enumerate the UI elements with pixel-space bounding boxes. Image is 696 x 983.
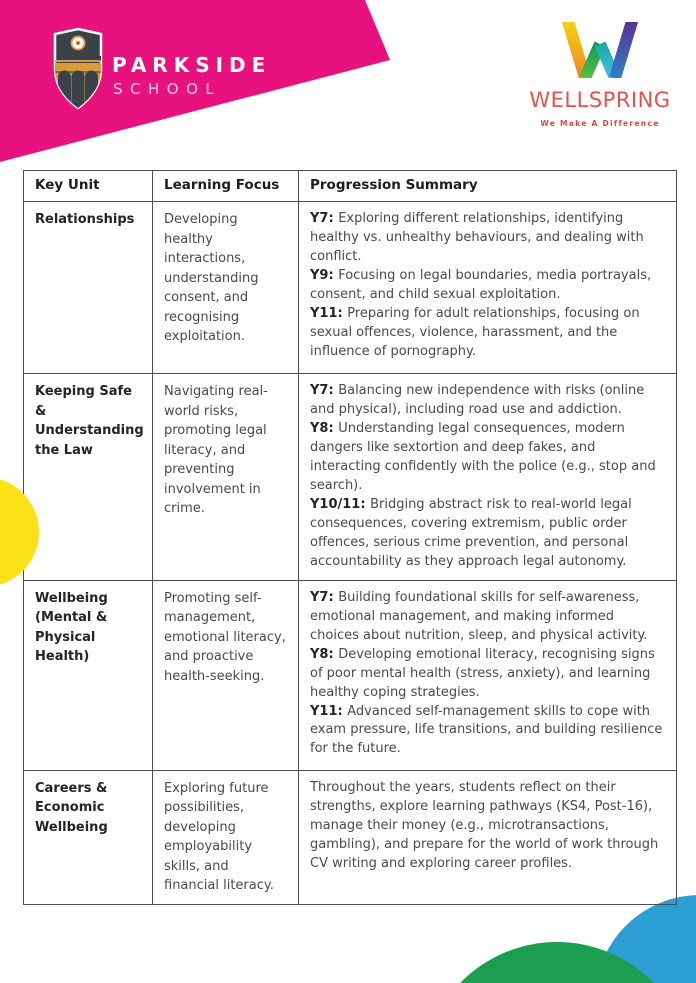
wellspring-w-icon	[558, 20, 642, 80]
progression-segment: Y7: Balancing new independence with risks (online and physical), including road use and addiction.	[310, 383, 645, 417]
school-name: PARKSIDE	[112, 53, 272, 77]
learning-focus-cell: Promoting self-management, emotional literacy, and proactive health-seeking.	[153, 580, 299, 770]
progression-segment: Y7: Building foundational skills for self-awareness, emotional management, and making informed choices about nutrition, sleep, and physical activity.	[310, 589, 648, 643]
column-header-0: Key Unit	[24, 171, 153, 202]
progression-segment: Y11: Advanced self-management skills to cope with exam pressure, life transitions, and building resilience for the future.	[310, 703, 663, 757]
key-unit-cell: Careers & Economic Wellbeing	[24, 770, 153, 904]
progression-segment: Throughout the years, students reflect on their strengths, explore learning pathways (KS4, Post-16), manage their money (e.g., microtransactions, gambling), and prepare for the world of work through CV writing and exploring career profiles.	[310, 779, 659, 871]
progression-segment: Y11: Preparing for adult relationships, focusing on sexual offences, violence, harassment, and the influence of pornography.	[310, 305, 640, 359]
curriculum-table	[23, 170, 677, 905]
learning-focus-cell: Developing healthy interactions, understanding consent, and recognising exploitation.	[153, 202, 299, 374]
table-row	[24, 202, 677, 374]
progression-summary-cell	[299, 374, 677, 581]
school-crest-icon	[52, 27, 104, 111]
trust-tagline: We Make A Difference	[540, 119, 660, 128]
progression-summary-cell	[299, 770, 677, 904]
learning-focus-cell: Exploring future possibilities, developing employability skills, and financial literacy.	[153, 770, 299, 904]
progression-summary-cell	[299, 202, 677, 374]
table-row	[24, 374, 677, 581]
table-row	[24, 580, 677, 770]
progression-segment: Y10/11: Bridging abstract risk to real-world legal consequences, covering extremism, public order offences, serious crime prevention, and personal accountability as they approach legal autonomy.	[310, 496, 632, 569]
column-header-1: Learning Focus	[153, 171, 299, 202]
table-row	[24, 770, 677, 904]
learning-focus-cell: Navigating real-world risks, promoting legal literacy, and preventing involvement in crime.	[153, 374, 299, 581]
trust-name: WELLSPRING	[529, 88, 671, 112]
table-header-row	[24, 171, 677, 202]
trust-logo	[505, 20, 695, 128]
key-unit-cell: Keeping Safe & Understanding the Law	[24, 374, 153, 581]
progression-segment: Y9: Focusing on legal boundaries, media portrayals, consent, and child sexual exploitation.	[310, 267, 652, 302]
progression-segment: Y7: Exploring different relationships, identifying healthy vs. unhealthy behaviours, and dealing with conflict.	[310, 211, 644, 264]
progression-segment: Y8: Understanding legal consequences, modern dangers like sextortion and deep fakes, and interacting confidently with the police (e.g., stop and search).	[310, 420, 656, 493]
column-header-2: Progression Summary	[299, 171, 677, 202]
key-unit-cell: Wellbeing (Mental & Physical Health)	[24, 580, 153, 770]
progression-summary-cell	[299, 580, 677, 770]
key-unit-cell: Relationships	[24, 202, 153, 374]
school-name-subtitle: SCHOOL	[113, 80, 222, 98]
progression-segment: Y8: Developing emotional literacy, recognising signs of poor mental health (stress, anxiety), and learning healthy coping strategies.	[310, 646, 655, 700]
